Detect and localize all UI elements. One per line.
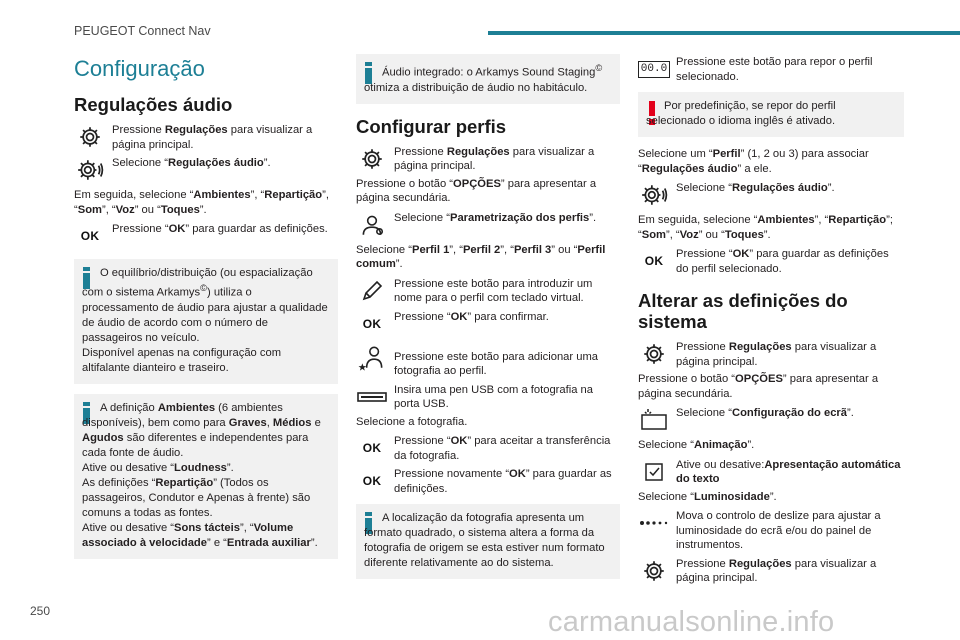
step-text: Ative ou desative:Apresentação automática do texto xyxy=(676,458,901,485)
info-note-arkamys: O equilíbrio/distribuição (ou espacialização com o sistema Arkamys©) utiliza o processamento de áudio para ajustar a qualidade de áudio de acordo com o número de passageiros no veículo. Disponível apenas na configuração com altifalante dianteiro e traseiro. xyxy=(74,259,338,384)
step-press-regulacoes xyxy=(638,339,904,369)
ok-icon: OK xyxy=(362,474,382,489)
info-note-arkamys-sound-staging: Áudio integrado: o Arkamys Sound Staging© otimiza a distribuição de áudio no habitáculo. xyxy=(356,54,620,104)
pencil-icon xyxy=(356,276,388,306)
audio-settings-icon xyxy=(638,180,670,210)
step-text: Pressione “OK” para guardar as definições. xyxy=(112,223,328,235)
column-1 xyxy=(74,52,338,569)
column-2 xyxy=(356,52,620,589)
add-photo-profile-icon xyxy=(356,342,388,372)
step-select-regulacoes-audio xyxy=(74,155,338,185)
step-press-regulacoes-final xyxy=(638,556,904,586)
subheading-regulacoes-audio: Regulações áudio xyxy=(74,94,233,115)
step-text: Selecione “Regulações áudio”. xyxy=(676,182,835,194)
step-edit-name xyxy=(356,276,620,306)
paragraph-select-options: Em seguida, selecione “Ambientes”, “Repartição”, “Som”, “Voz” ou “Toques”. xyxy=(74,189,329,216)
gear-icon xyxy=(638,556,670,586)
checkbox-icon xyxy=(638,457,670,487)
step-press-regulacoes xyxy=(74,122,338,152)
step-move-slider xyxy=(638,508,904,553)
page-number: 250 xyxy=(30,604,51,618)
audio-settings-icon xyxy=(74,155,106,185)
info-note-ambientes: A definição Ambientes (6 ambientes disponíveis), bem como para Graves, Médios e Agudos são diferentes e independentes para cada fonte de áudio. Ative ou desative “Loudness”. As definições “Repartição” (Todos os passageiros, Condutor e Apenas à frente) são comuns a todas as fontes. Ative ou desative “Sons tácteis”, “Volume associado à velocidade” e “Entrada auxiliar”. xyxy=(74,394,338,559)
reset-counter-icon: 00.0 xyxy=(638,54,670,84)
step-add-photo xyxy=(356,342,620,379)
step-text: Pressione novamente “OK” para guardar as definições. xyxy=(394,468,612,495)
header-accent-bar xyxy=(488,31,960,35)
slider-dots-icon xyxy=(638,508,670,538)
paragraph-select-animacao: Selecione “Animação”. xyxy=(638,439,755,451)
step-text: Insira uma pen USB com a fotografia na porta USB. xyxy=(394,383,593,411)
ok-icon: OK xyxy=(644,254,664,268)
step-press-regulacoes xyxy=(356,144,620,174)
paragraph-press-opcoes: Pressione o botão “OPÇÕES” para apresentar a página secundária. xyxy=(356,177,597,205)
step-reset-profile xyxy=(638,54,904,84)
step-select-parametrizacao xyxy=(356,210,620,240)
ok-icon: OK xyxy=(80,229,100,243)
step-text: Pressione Regulações para visualizar a página principal. xyxy=(394,145,595,173)
step-text: Pressione Regulações para visualizar a página principal. xyxy=(676,557,877,584)
step-press-ok-confirm xyxy=(356,309,620,339)
step-save-settings xyxy=(356,466,620,496)
paragraph-select-options: Em seguida, selecione “Ambientes”, “Repartição”; “Som”, “Voz” ou “Toques”. xyxy=(638,214,893,241)
ok-icon: OK xyxy=(362,441,382,456)
step-text: Pressione Regulações para visualizar a página principal. xyxy=(112,124,313,151)
step-select-regulacoes-audio xyxy=(638,180,904,210)
profile-settings-icon xyxy=(356,210,388,240)
column-3 xyxy=(638,52,904,589)
step-press-ok-profile xyxy=(638,246,904,276)
paragraph-select-photo: Selecione a fotografia. xyxy=(356,415,468,428)
gear-icon xyxy=(74,122,106,152)
step-text: Mova o controlo de deslize para ajustar a luminosidade do ecrã e/ou do painel de instrumentos. xyxy=(676,510,881,551)
subheading-alterar-definicoes: Alterar as definições do sistema xyxy=(638,290,848,332)
step-text: Pressione Regulações para visualizar a página principal. xyxy=(676,341,877,368)
step-text: Pressione “OK” para confirmar. xyxy=(394,310,549,323)
gear-icon xyxy=(356,144,388,174)
step-accept-transfer xyxy=(356,433,620,463)
usb-port-icon xyxy=(356,382,388,412)
step-select-screen-config xyxy=(638,405,904,435)
step-text: Pressione este botão para repor o perfil selecionado. xyxy=(676,56,873,83)
step-text: Selecione “Configuração do ecrã”. xyxy=(676,407,854,419)
step-press-ok xyxy=(74,221,338,251)
subheading-configurar-perfis: Configurar perfis xyxy=(356,115,507,137)
step-text: Selecione “Parametrização dos perfis”. xyxy=(394,211,597,224)
step-text: Pressione “OK” para aceitar a transferência da fotografia. xyxy=(394,435,611,462)
step-text: Selecione “Regulações áudio”. xyxy=(112,157,271,169)
header-title: PEUGEOT Connect Nav xyxy=(74,24,211,38)
step-toggle-auto-text xyxy=(638,457,904,487)
info-note-photo-format: A localização da fotografia apresenta um formato quadrado, o sistema altera a forma da fotografia de origem se esta estiver num formato diferente relativamente ao do sistema. xyxy=(356,504,620,579)
step-insert-usb xyxy=(356,382,620,412)
paragraph-select-perfil: Selecione “Perfil 1”, “Perfil 2”, “Perfil 3” ou “Perfil comum”. xyxy=(356,243,606,271)
step-text: Pressione “OK” para guardar as definições do perfil selecionado. xyxy=(676,248,889,275)
screen-brightness-icon xyxy=(638,405,670,435)
paragraph-press-opcoes: Pressione o botão “OPÇÕES” para apresentar a página secundária. xyxy=(638,373,879,400)
warning-note-reset: Por predefinição, se repor do perfil selecionado o idioma inglês é ativado. xyxy=(638,92,904,137)
paragraph-select-luminosidade: Selecione “Luminosidade”. xyxy=(638,490,777,503)
ok-icon: OK xyxy=(362,316,382,331)
step-text: Pressione este botão para adicionar uma fotografia ao perfil. xyxy=(394,350,598,378)
watermark: carmanualsonline.info xyxy=(548,606,835,638)
paragraph-select-profile: Selecione um “Perfil” (1, 2 ou 3) para associar “Regulações áudio” a ele. xyxy=(638,148,869,175)
gear-icon xyxy=(638,339,670,369)
section-heading-configuracao: Configuração xyxy=(74,56,205,81)
step-text: Pressione este botão para introduzir um nome para o perfil com teclado virtual. xyxy=(394,277,593,305)
